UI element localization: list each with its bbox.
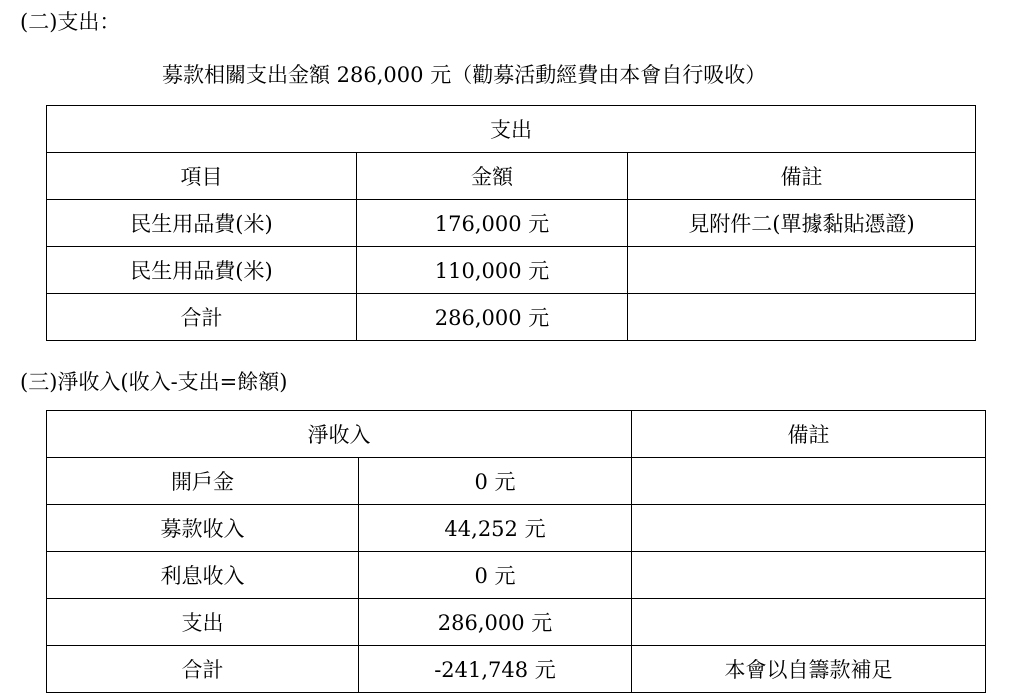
row-note [632,599,986,646]
table-row [47,599,986,646]
row-amount: 176,000 元 [357,200,628,247]
table-row [47,247,976,294]
row-amount: -241,748 元 [359,646,632,693]
header-note: 備註 [632,411,986,458]
expense-table-title: 支出 [47,106,976,153]
row-amount: 44,252 元 [359,505,632,552]
row-item: 開戶金 [47,458,359,505]
row-note [628,294,976,341]
table-row [47,458,986,505]
header-amount: 金額 [357,153,628,200]
section-3-heading: (三)淨收入(收入-支出=餘額) [20,370,288,394]
row-item: 合計 [47,646,359,693]
row-note: 本會以自籌款補足 [632,646,986,693]
row-note [632,552,986,599]
row-item: 民生用品費(米) [47,247,357,294]
header-note: 備註 [628,153,976,200]
table-title-row [47,411,986,458]
table-row-total [47,294,976,341]
expense-summary: 募款相關支出金額 286,000 元（勸募活動經費由本會自行吸收） [162,63,767,87]
row-note [632,458,986,505]
table-title-row [47,106,976,153]
row-item: 募款收入 [47,505,359,552]
table-row-total [47,646,986,693]
row-amount: 0 元 [359,552,632,599]
row-amount: 286,000 元 [357,294,628,341]
table-row [47,200,976,247]
net-income-table-title: 淨收入 [47,411,632,458]
row-item: 合計 [47,294,357,341]
header-item: 項目 [47,153,357,200]
row-item: 民生用品費(米) [47,200,357,247]
table-header-row [47,153,976,200]
row-amount: 110,000 元 [357,247,628,294]
table-row [47,552,986,599]
net-income-table [46,410,986,693]
row-note [628,247,976,294]
row-item: 支出 [47,599,359,646]
expense-table [46,105,976,341]
section-2-heading: (二)支出： [20,10,121,34]
table-row [47,505,986,552]
row-note [632,505,986,552]
row-note: 見附件二(單據黏貼憑證) [628,200,976,247]
row-item: 利息收入 [47,552,359,599]
row-amount: 286,000 元 [359,599,632,646]
row-amount: 0 元 [359,458,632,505]
